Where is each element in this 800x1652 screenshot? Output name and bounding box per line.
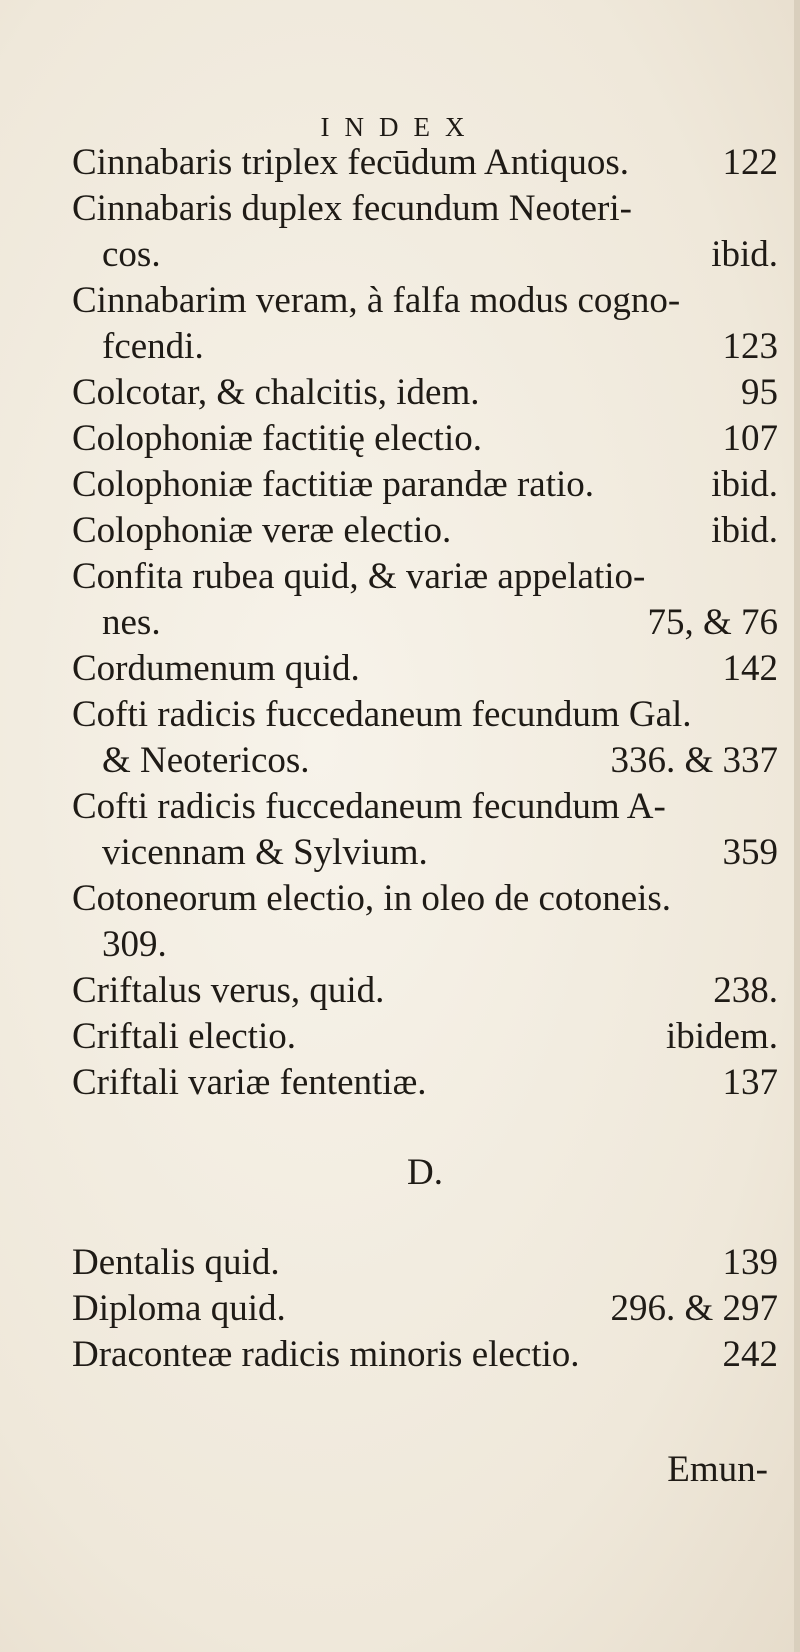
- entry-text: Dentalis quid.: [72, 1242, 280, 1283]
- entry-line: [72, 278, 778, 324]
- entry-page-ref: [764, 784, 778, 830]
- entry-text: Colophoniæ factitię electio.: [72, 418, 482, 459]
- index-entry: [72, 186, 778, 278]
- index-entry: [72, 1332, 778, 1378]
- page-edge: [794, 0, 800, 1652]
- entry-page-ref: [764, 278, 778, 324]
- entry-line: [72, 186, 778, 232]
- entry-text: Cotoneorum electio, in oleo de cotoneis.: [72, 878, 672, 919]
- entry-text: Draconteæ radicis minoris electio.: [72, 1334, 580, 1375]
- entry-page-ref: [764, 692, 778, 738]
- entry-text: Cofti radicis fuccedaneum fecundum A-: [72, 786, 666, 827]
- entry-line: [72, 462, 778, 508]
- entry-text: vicennam & Sylvium.: [102, 832, 428, 873]
- entry-text: cos.: [102, 234, 161, 275]
- entry-page-ref: [764, 876, 778, 922]
- entry-line: [72, 1286, 778, 1332]
- index-entry: [72, 968, 778, 1014]
- entry-line: [72, 692, 778, 738]
- entry-line: [72, 876, 778, 922]
- entry-line: [72, 1014, 778, 1060]
- entry-line: [72, 554, 778, 600]
- entry-line: [72, 1240, 778, 1286]
- entry-line: [72, 922, 778, 968]
- entry-page-ref: [764, 186, 778, 232]
- entry-page-ref: 359: [722, 832, 778, 873]
- index-entry: [72, 416, 778, 462]
- index-entry: [72, 1060, 778, 1106]
- page-header: INDEX: [320, 112, 480, 142]
- index-entry: [72, 278, 778, 370]
- entry-text: Confita rubea quid, & variæ appelatio-: [72, 556, 646, 597]
- entry-page-ref: ibid.: [711, 510, 778, 551]
- entry-line: [72, 324, 778, 370]
- index-entry: [72, 508, 778, 554]
- entry-text: & Neotericos.: [102, 740, 310, 781]
- entry-page-ref: 107: [722, 418, 778, 459]
- entry-page-ref: 95: [741, 372, 778, 413]
- index-entry: [72, 462, 778, 508]
- entry-page-ref: 242: [722, 1334, 778, 1375]
- section-heading-d: D.: [407, 1152, 443, 1193]
- entries-section-d: [72, 1240, 778, 1378]
- entry-text: Diploma quid.: [72, 1288, 286, 1329]
- entry-line: [72, 416, 778, 462]
- entry-page-ref: 238.: [713, 970, 778, 1011]
- index-entry: [72, 876, 778, 968]
- entry-line: [72, 830, 778, 876]
- entry-line: [72, 1060, 778, 1106]
- entry-page-ref: 139: [722, 1242, 778, 1283]
- entry-page-ref: ibid.: [711, 464, 778, 505]
- entry-text: Criftali variæ fententiæ.: [72, 1062, 427, 1103]
- entry-page-ref: [764, 922, 778, 968]
- entry-line: [72, 738, 778, 784]
- index-entry: [72, 692, 778, 784]
- entry-line: [72, 140, 778, 186]
- index-entry: [72, 370, 778, 416]
- entry-page-ref: ibidem.: [665, 1016, 778, 1057]
- entry-text: Cofti radicis fuccedaneum fecundum Gal.: [72, 694, 692, 735]
- entry-page-ref: ibid.: [711, 234, 778, 275]
- entry-text: Colcotar, & chalcitis, idem.: [72, 372, 480, 413]
- entry-text: Cinnabaris duplex fecundum Neoteri-: [72, 188, 632, 229]
- entries-section-c: [72, 140, 778, 1106]
- entry-line: [72, 370, 778, 416]
- entry-page-ref: 137: [722, 1062, 778, 1103]
- entry-page-ref: 142: [722, 648, 778, 689]
- entry-page-ref: 336. & 337: [610, 740, 778, 781]
- index-entry: [72, 646, 778, 692]
- entry-page-ref: 122: [722, 142, 778, 183]
- entry-text: nes.: [102, 602, 161, 643]
- entry-text: Cordumenum quid.: [72, 648, 360, 689]
- entry-line: [72, 968, 778, 1014]
- entry-line: [72, 784, 778, 830]
- entry-text: Cinnabarim veram, à falfa modus cogno-: [72, 280, 681, 321]
- entry-line: [72, 646, 778, 692]
- index-entry: [72, 1240, 778, 1286]
- index-entry: [72, 1014, 778, 1060]
- entry-text: Criftalus verus, quid.: [72, 970, 385, 1011]
- entry-page-ref: 123: [722, 326, 778, 367]
- entry-text: 309.: [102, 924, 167, 965]
- entry-text: Colophoniæ veræ electio.: [72, 510, 452, 551]
- index-entry: [72, 784, 778, 876]
- index-entry: [72, 1286, 778, 1332]
- entry-line: [72, 232, 778, 278]
- entry-line: [72, 600, 778, 646]
- entry-text: fcendi.: [102, 326, 204, 367]
- entry-text: Cinnabaris triplex fecūdum Antiquos.: [72, 142, 629, 183]
- entry-page-ref: 296. & 297: [610, 1288, 778, 1329]
- entry-text: Criftali electio.: [72, 1016, 296, 1057]
- entry-line: [72, 1332, 778, 1378]
- index-entries: [72, 140, 778, 1378]
- entry-page-ref: 75, & 76: [647, 602, 778, 643]
- index-entry: [72, 554, 778, 646]
- catchword: Emun-: [667, 1449, 768, 1490]
- index-entry: [72, 140, 778, 186]
- entry-line: [72, 508, 778, 554]
- entry-text: Colophoniæ factitiæ parandæ ratio.: [72, 464, 595, 505]
- entry-page-ref: [764, 554, 778, 600]
